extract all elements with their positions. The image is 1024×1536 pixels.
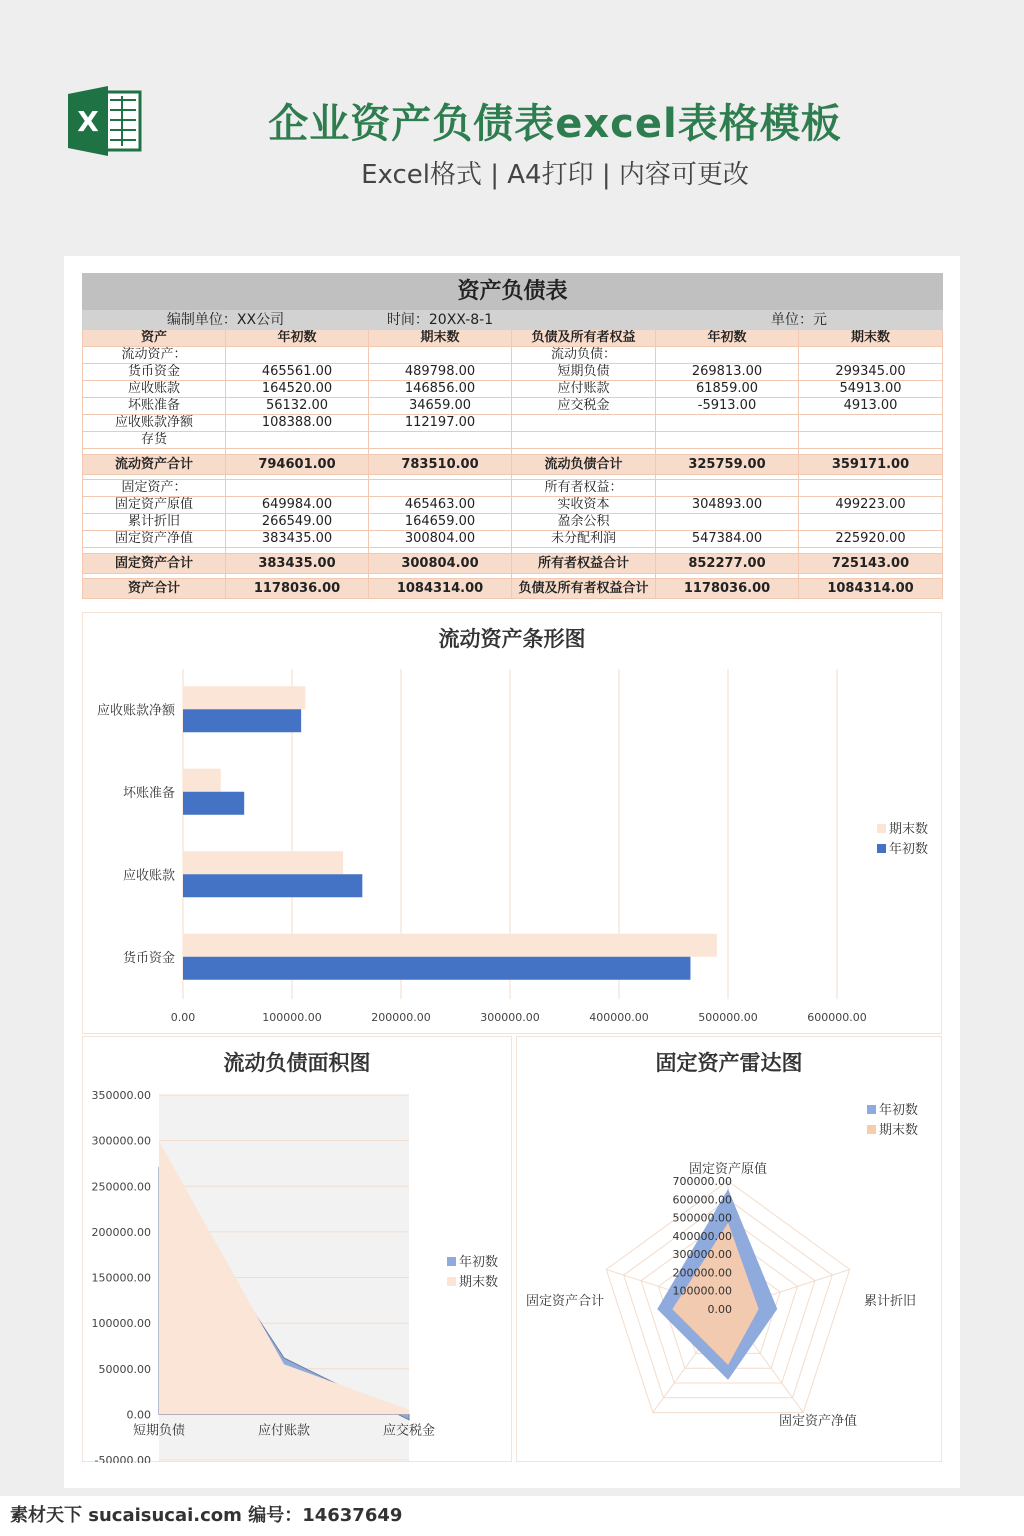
sum-cell: 300804.00 <box>369 554 512 574</box>
table-cell: 所有者权益： <box>512 480 656 497</box>
sum-cell: 1178036.00 <box>656 579 799 599</box>
table-cell: 299345.00 <box>799 364 943 381</box>
fixed-assets-radar-chart <box>516 1036 942 1462</box>
table-cell: 489798.00 <box>369 364 512 381</box>
table-cell: 499223.00 <box>799 497 943 514</box>
legend-label-begin: 年初数 <box>459 1255 499 1270</box>
x-tick-label: 400000.00 <box>589 1011 649 1024</box>
fixed-total-row <box>83 554 943 574</box>
category-label: 应收账款净额 <box>96 703 175 719</box>
radar-axis-label: 固定资产合计 <box>525 1294 604 1309</box>
y-tick-label: 350000.00 <box>91 1089 151 1102</box>
legend-swatch-begin <box>867 1105 876 1114</box>
bar-begin-1 <box>183 874 362 897</box>
table-cell <box>369 480 512 497</box>
radar-chart-svg <box>517 1037 943 1463</box>
y-tick-label: 250000.00 <box>91 1180 151 1194</box>
table-row <box>83 432 943 449</box>
sum-cell: 359171.00 <box>799 455 943 475</box>
table-cell: -5913.00 <box>656 398 799 415</box>
table-cell <box>799 415 943 432</box>
table-cell: 坏账准备 <box>83 398 226 415</box>
table-row <box>83 381 943 398</box>
category-label: 应收账款 <box>122 868 175 884</box>
x-tick-label: 600000.00 <box>807 1011 867 1024</box>
table-row <box>83 531 943 548</box>
category-label: 坏账准备 <box>122 785 175 801</box>
sum-cell: 固定资产合计 <box>83 554 226 574</box>
table-cell: 112197.00 <box>369 415 512 432</box>
radar-tick-label: 500000.00 <box>672 1211 732 1225</box>
org-cell: 编制单位：XX公司 <box>83 310 369 330</box>
header-row <box>83 330 943 347</box>
table-cell <box>799 432 943 449</box>
legend-label-begin: 年初数 <box>889 842 929 857</box>
category-label: 短期负债 <box>132 1423 186 1439</box>
radar-tick-label: 700000.00 <box>672 1175 732 1188</box>
table-row <box>83 415 943 432</box>
radar-axis-label: 固定资产净值 <box>778 1414 858 1429</box>
table-cell <box>656 480 799 497</box>
page-subtitle: Excel格式 | A4打印 | 内容可更改 <box>361 160 749 190</box>
table-cell <box>226 347 369 364</box>
legend-swatch-end <box>877 824 886 833</box>
bar-end-0 <box>183 934 717 957</box>
table-cell: 383435.00 <box>226 531 369 548</box>
table-cell <box>799 347 943 364</box>
page-title: 企业资产负债表excel表格模板 <box>268 101 842 147</box>
table-cell: 货币资金 <box>83 364 226 381</box>
area-chart-title: 流动负债面积图 <box>223 1051 371 1075</box>
sum-cell: 852277.00 <box>656 554 799 574</box>
bar-begin-3 <box>183 709 301 732</box>
table-cell: 465561.00 <box>226 364 369 381</box>
table-row <box>83 480 943 497</box>
table-cell: 266549.00 <box>226 514 369 531</box>
radar-tick-label: 100000.00 <box>672 1284 732 1298</box>
radar-tick-label: 300000.00 <box>672 1248 732 1262</box>
y-tick-label: 0.00 <box>126 1408 151 1422</box>
bar-begin-2 <box>183 792 244 815</box>
table-cell: 流动资产： <box>83 347 226 364</box>
legend-swatch-begin <box>877 844 886 853</box>
table-cell: 应收账款 <box>83 381 226 398</box>
sum-cell: 725143.00 <box>799 554 943 574</box>
sum-cell: 资产合计 <box>83 579 226 599</box>
x-tick-label: 200000.00 <box>371 1011 431 1024</box>
category-label: 应付账款 <box>257 1423 311 1439</box>
table-cell <box>656 347 799 364</box>
table-row <box>83 497 943 514</box>
table-cell: 225920.00 <box>799 531 943 548</box>
x-tick-label: 300000.00 <box>480 1011 540 1024</box>
radar-chart-title: 固定资产雷达图 <box>655 1051 803 1075</box>
sum-cell: 383435.00 <box>226 554 369 574</box>
sum-cell: 1178036.00 <box>226 579 369 599</box>
table-cell: 未分配利润 <box>512 531 656 548</box>
category-label: 货币资金 <box>122 950 175 966</box>
table-cell <box>512 415 656 432</box>
sum-cell: 1084314.00 <box>369 579 512 599</box>
table-row <box>83 347 943 364</box>
table-cell <box>799 514 943 531</box>
table-cell: 108388.00 <box>226 415 369 432</box>
current-assets-bar-chart <box>82 612 942 1034</box>
grand-total-row <box>83 579 943 599</box>
table-cell: 固定资产净值 <box>83 531 226 548</box>
y-tick-label: 50000.00 <box>98 1362 151 1376</box>
legend-label-end: 期末数 <box>879 1123 919 1138</box>
info-row <box>83 310 943 330</box>
logo-letter: X <box>77 105 99 138</box>
y-tick-label: 300000.00 <box>91 1134 151 1148</box>
y-tick-label: 150000.00 <box>91 1271 151 1285</box>
table-cell: 累计折旧 <box>83 514 226 531</box>
radar-axis-label: 固定资产原值 <box>688 1162 768 1177</box>
y-tick-label: -50000.00 <box>94 1454 151 1463</box>
x-tick-label: 100000.00 <box>262 1011 322 1024</box>
y-tick-label: 100000.00 <box>91 1317 151 1331</box>
table-cell: 54913.00 <box>799 381 943 398</box>
table-cell: 存货 <box>83 432 226 449</box>
table-cell: 164659.00 <box>369 514 512 531</box>
table-cell <box>799 480 943 497</box>
bar-end-1 <box>183 851 343 874</box>
table-cell: 547384.00 <box>656 531 799 548</box>
table-cell: 流动负债： <box>512 347 656 364</box>
table-cell: 34659.00 <box>369 398 512 415</box>
table-cell: 649984.00 <box>226 497 369 514</box>
table-cell: 应交税金 <box>512 398 656 415</box>
bar-chart-title: 流动资产条形图 <box>438 627 586 651</box>
table-cell: 269813.00 <box>656 364 799 381</box>
radar-tick-label: 200000.00 <box>672 1266 732 1280</box>
legend-swatch-begin <box>447 1257 456 1266</box>
table-cell: 56132.00 <box>226 398 369 415</box>
legend-label-end: 期末数 <box>889 822 929 837</box>
table-cell <box>656 432 799 449</box>
current-liabilities-area-chart <box>82 1036 512 1462</box>
table-cell <box>512 432 656 449</box>
empty-cell <box>512 310 656 330</box>
sum-cell: 流动负债合计 <box>512 455 656 475</box>
sum-cell: 负债及所有者权益合计 <box>512 579 656 599</box>
column-header: 期末数 <box>799 330 943 347</box>
column-header: 期末数 <box>369 330 512 347</box>
table-cell <box>226 480 369 497</box>
legend-label-end: 期末数 <box>459 1275 499 1290</box>
sum-cell: 783510.00 <box>369 455 512 475</box>
table-cell <box>369 432 512 449</box>
sum-cell: 794601.00 <box>226 455 369 475</box>
table-cell: 短期负债 <box>512 364 656 381</box>
table-cell: 304893.00 <box>656 497 799 514</box>
bar-end-3 <box>183 686 305 709</box>
x-tick-label: 500000.00 <box>698 1011 758 1024</box>
radar-axis-label: 累计折旧 <box>864 1294 917 1309</box>
table-cell: 4913.00 <box>799 398 943 415</box>
legend-label-begin: 年初数 <box>879 1103 919 1118</box>
sum-cell: 325759.00 <box>656 455 799 475</box>
table-cell <box>656 415 799 432</box>
table-cell <box>226 432 369 449</box>
table-cell: 465463.00 <box>369 497 512 514</box>
table-row <box>83 364 943 381</box>
category-label: 应交税金 <box>382 1423 436 1439</box>
table-cell: 固定资产原值 <box>83 497 226 514</box>
radar-tick-label: 600000.00 <box>672 1193 732 1207</box>
column-header: 年初数 <box>656 330 799 347</box>
table-cell <box>656 514 799 531</box>
legend-swatch-end <box>867 1125 876 1134</box>
column-header: 年初数 <box>226 330 369 347</box>
radar-tick-label: 400000.00 <box>672 1229 732 1243</box>
column-header: 资产 <box>83 330 226 347</box>
y-tick-label: 200000.00 <box>91 1225 151 1239</box>
legend-swatch-end <box>447 1277 456 1286</box>
table-cell: 应收账款净额 <box>83 415 226 432</box>
table-cell: 盈余公积 <box>512 514 656 531</box>
bar-chart-svg <box>83 613 943 1035</box>
table-cell: 实收资本 <box>512 497 656 514</box>
table-cell: 61859.00 <box>656 381 799 398</box>
watermark-footer: 素材天下 sucaisucai.com 编号：14637649 <box>0 1496 1024 1536</box>
x-tick-label: 0.00 <box>170 1011 196 1024</box>
radar-tick-label: 0.00 <box>707 1303 732 1316</box>
current-total-row <box>83 455 943 475</box>
unit-cell: 单位：元 <box>656 310 943 330</box>
table-cell: 应付账款 <box>512 381 656 398</box>
table-cell: 146856.00 <box>369 381 512 398</box>
balance-sheet-table <box>82 273 943 599</box>
sum-cell: 流动资产合计 <box>83 455 226 475</box>
table-cell: 固定资产： <box>83 480 226 497</box>
sum-cell: 1084314.00 <box>799 579 943 599</box>
title-row <box>83 274 943 310</box>
table-cell: 300804.00 <box>369 531 512 548</box>
table-cell <box>369 347 512 364</box>
table-title: 资产负债表 <box>83 274 943 310</box>
column-header: 负债及所有者权益 <box>512 330 656 347</box>
sum-cell: 所有者权益合计 <box>512 554 656 574</box>
bar-begin-0 <box>183 957 690 980</box>
table-row <box>83 398 943 415</box>
time-cell: 时间：20XX-8-1 <box>369 310 512 330</box>
bar-end-2 <box>183 769 221 792</box>
table-row <box>83 514 943 531</box>
area-chart-svg <box>83 1037 513 1463</box>
table-cell: 164520.00 <box>226 381 369 398</box>
